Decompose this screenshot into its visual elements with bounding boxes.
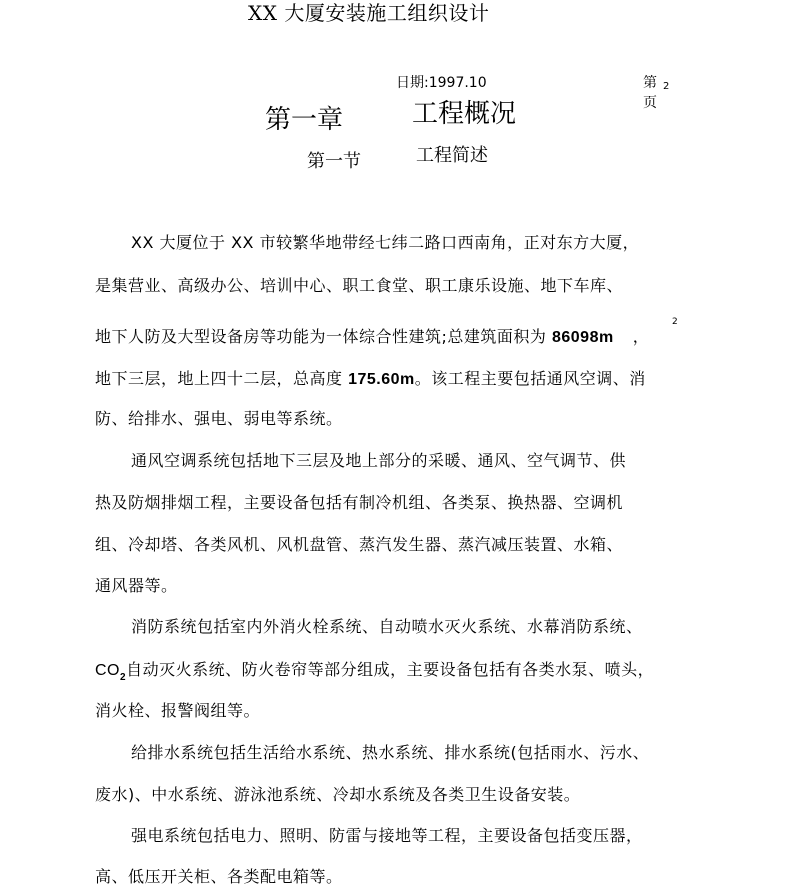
body-line-13: 给排水系统包括生活给水系统、热水系统、排水系统(包括雨水、污水、 [131,743,650,762]
body-line-3-end: ， [632,327,650,346]
body-line-3-text: 地下人防及大型设备房等功能为一体综合性建筑;总建筑面积为 [95,327,552,346]
body-line-2: 是集营业、高级办公、培训中心、职工食堂、职工康乐设施、地下车库、 [95,276,624,295]
body-line-8: 组、冷却塔、各类风机、风机盘管、蒸汽发生器、蒸汽减压装置、水箱、 [95,535,624,554]
body-line-7: 热及防烟排烟工程，主要设备包括有制冷机组、各类泵、换热器、空调机 [95,493,624,512]
page-number [643,72,670,114]
chapter-number: 第一章 [265,105,344,135]
body-line-3 [95,326,649,349]
page-prefix: 第 [643,75,657,91]
document-title: XX 大厦安装施工组织设计 [248,1,490,25]
co2-text: CO [95,662,120,679]
document-date: 日期:1997.10 [396,75,487,91]
area-unit-superscript: 2 [672,317,678,327]
body-line-6: 通风空调系统包括地下三层及地上部分的采暖、通风、空气调节、供 [131,451,627,470]
section-number: 第一节 [307,151,361,172]
body-line-9: 通风器等。 [95,576,178,595]
body-line-15: 强电系统包括电力、照明、防雷与接地等工程，主要设备包括变压器， [131,826,643,845]
total-height-value: 175.60m [348,371,415,388]
page-number-value: 2 [663,81,670,92]
chapter-title: 工程概况 [412,99,517,129]
body-line-16: 高、低压开关柜、各类配电箱等。 [95,867,343,886]
body-line-12: 消火栓、报警阀组等。 [95,701,261,720]
body-line-11-text: 自动灭火系统、防火卷帘等部分组成，主要设备包括有各类水泵、喷头， [126,660,655,679]
body-line-11 [95,659,654,684]
body-line-1: XX 大厦位于 XX 市较繁华地带经七纬二路口西南角，正对东方大厦， [131,233,640,252]
body-line-4-end: 。该工程主要包括通风空调、消 [414,369,646,388]
co2-subscript: 2 [120,672,127,683]
body-line-4-text: 地下三层，地上四十二层，总高度 [95,369,349,388]
body-line-10: 消防系统包括室内外消火栓系统、自动喷水灭火系统、水幕消防系统、 [131,617,643,636]
total-area-value: 86098m [551,329,614,346]
section-title: 工程简述 [416,145,488,166]
page-suffix: 页 [643,95,657,111]
body-line-4 [95,368,646,391]
body-line-5: 防、给排水、强电、弱电等系统。 [95,409,343,428]
body-line-14: 废水)、中水系统、游泳池系统、冷却水系统及各类卫生设备安装。 [95,785,581,804]
